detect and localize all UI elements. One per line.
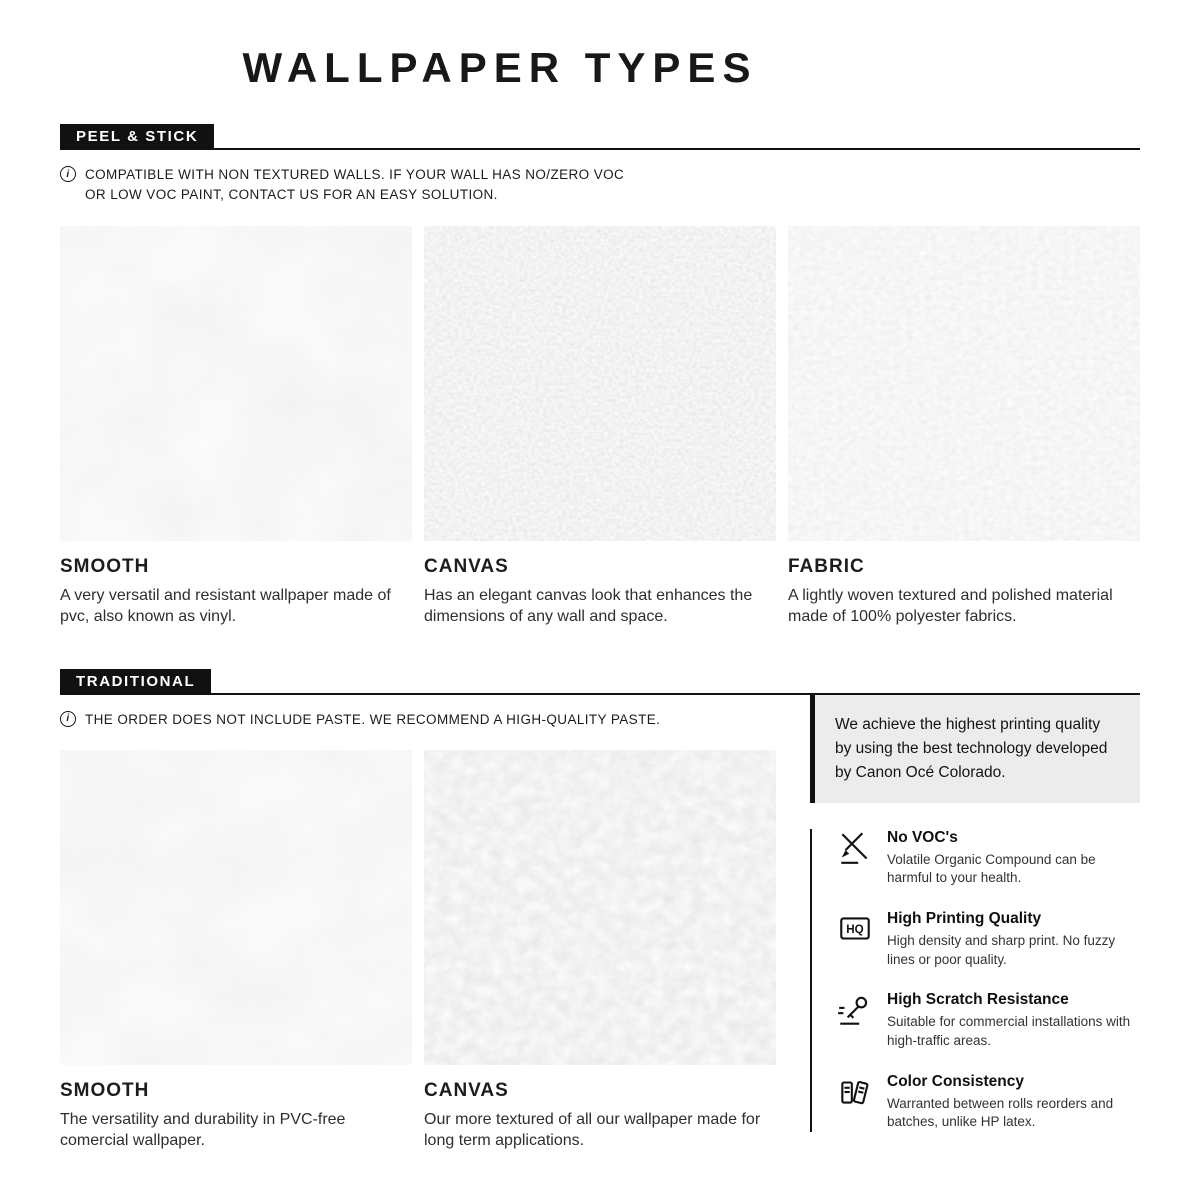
swatch-caption [788, 556, 1140, 627]
smooth-texture-image [60, 226, 412, 541]
swatch-card-fabric [788, 226, 1140, 627]
traditional-swatch-grid [60, 750, 776, 1151]
feature-title: High Printing Quality [887, 910, 1042, 928]
feature-title: High Scratch Resistance [887, 991, 1069, 1009]
swatch-caption [424, 1080, 776, 1151]
feature-title: Color Consistency [887, 1072, 1024, 1090]
swatch-name: CANVAS [424, 555, 509, 577]
swatch-description: Has an elegant canvas look that enhances the dimensions of any wall and space. [424, 586, 753, 625]
swatch-card-smooth [60, 226, 412, 627]
section-peel-and-stick [60, 124, 1140, 627]
feature-description: Volatile Organic Compound can be harmful to your health. [887, 851, 1096, 886]
swatch-description: A very versatil and resistant wallpaper made of pvc, also known as vinyl. [60, 586, 391, 625]
section-header-rule [60, 669, 1140, 695]
swatch-caption [60, 1080, 412, 1151]
fabric-texture-image [788, 226, 1140, 541]
feature-description: Suitable for commercial installations with high-traffic areas. [887, 1014, 1131, 1048]
scratch-resistance-icon [836, 991, 874, 1050]
note-text: THE ORDER DOES NOT INCLUDE PASTE. WE RECOMMEND A HIGH-QUALITY PASTE. [85, 711, 661, 727]
info-icon: i [60, 711, 76, 727]
feature-description: Warranted between rolls reorders and batches, unlike HP latex. [887, 1095, 1114, 1130]
no-voc-icon [836, 829, 874, 888]
traditional-note [60, 710, 776, 730]
swatch-canvas-texture [424, 226, 776, 541]
feature-scratch-resistance [836, 991, 1140, 1050]
feature-list [810, 829, 1140, 1132]
swatch-caption [424, 556, 776, 627]
section-header-rule [60, 124, 1140, 150]
feature-text [887, 991, 1137, 1050]
swatch-card-canvas [424, 750, 776, 1151]
swatch-card-canvas [424, 226, 776, 627]
swatch-name: SMOOTH [60, 1079, 150, 1101]
feature-high-printing-quality [836, 910, 1140, 969]
canvas-texture-image [424, 226, 776, 541]
swatch-description: A lightly woven textured and polished material made of 100% polyester fabrics. [788, 586, 1113, 625]
canvas-texture-image [424, 750, 776, 1065]
swatch-description: Our more textured of all our wallpaper made for long term applications. [424, 1110, 761, 1150]
page-title: WALLPAPER TYPES [242, 44, 758, 91]
quality-statement: We achieve the highest printing quality by using the best technology developed by Canon Océ Colorado. [810, 695, 1140, 803]
feature-text [887, 1073, 1137, 1132]
feature-description: High density and sharp print. No fuzzy lines or poor quality. [887, 933, 1116, 967]
bottom-layout [60, 695, 1140, 1151]
info-icon: i [60, 166, 76, 182]
swatch-fabric-texture [788, 226, 1140, 541]
feature-color-consistency [836, 1073, 1140, 1132]
swatch-name: CANVAS [424, 1079, 509, 1101]
section-traditional [60, 669, 1140, 1151]
section-label-peel-and-stick: PEEL & STICK [60, 124, 214, 148]
feature-text [887, 829, 1137, 888]
svg-text:HQ: HQ [846, 923, 864, 937]
print-quality-panel [810, 695, 1140, 1132]
swatch-card-smooth [60, 750, 412, 1151]
swatch-smooth-texture [60, 226, 412, 541]
swatch-caption [60, 556, 412, 627]
feature-text [887, 910, 1137, 969]
smooth-texture-image [60, 750, 412, 1065]
section-label-traditional: TRADITIONAL [60, 669, 211, 693]
swatch-smooth-texture [60, 750, 412, 1065]
swatch-name: SMOOTH [60, 555, 150, 577]
swatch-description: The versatility and durability in PVC-free comercial wallpaper. [60, 1110, 346, 1150]
note-text: COMPATIBLE WITH NON TEXTURED WALLS. IF YOUR WALL HAS NO/ZERO VOC OR LOW VOC PAINT, CONTACT US FOR AN EASY SOLUTION. [85, 167, 625, 203]
swatch-name: FABRIC [788, 555, 865, 577]
peel-and-stick-swatch-grid [60, 226, 1140, 627]
traditional-content [60, 695, 776, 1151]
hq-icon [836, 910, 874, 969]
swatch-canvas-texture [424, 750, 776, 1065]
feature-title: No VOC's [887, 828, 958, 846]
header [60, 44, 940, 92]
color-consistency-icon [836, 1073, 874, 1132]
feature-no-voc [836, 829, 1140, 888]
peel-and-stick-note [60, 165, 1140, 206]
